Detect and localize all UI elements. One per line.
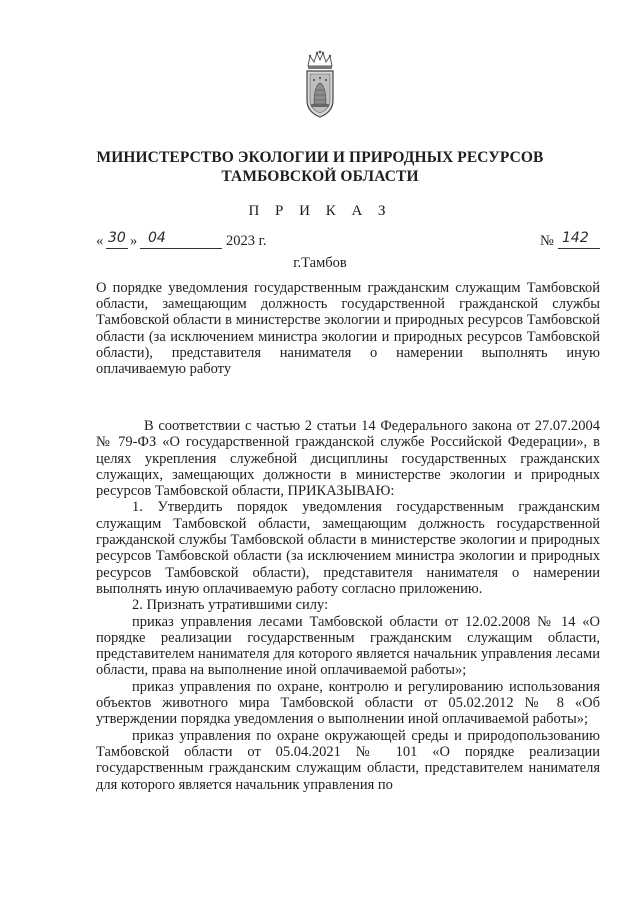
ministry-name-line1: МИНИСТЕРСТВО ЭКОЛОГИИ И ПРИРОДНЫХ РЕСУРСОВ: [96, 149, 544, 166]
order-subject: О порядке уведомления государственным гражданским служащим Тамбовской области, замещающим должность государственной гражданской службы Тамбовской области в министерстве экологии и природных ресурсов Тамбовской области (за исключением министра экологии и природных ресурсов Тамбовской области), представителя нанимателя о намерении выполнять иную оплачиваемую работу: [96, 280, 600, 378]
order-number: 142: [562, 230, 589, 246]
date-day-underline: [106, 248, 128, 249]
item-2-paragraph: 2. Признать утратившими силу:: [132, 597, 329, 614]
date-open-quote: «: [96, 233, 104, 249]
repealed-order-3: приказ управления по охране окружающей среды и природопользованию Тамбовской области от 05.04.2021 № 101 «О порядке реализации государственным гражданским служащим области, представителем нанимателя для которого является начальник управления по: [96, 727, 600, 793]
ministry-name-line2: ТАМБОВСКОЙ ОБЛАСТИ: [221, 168, 419, 185]
city: г.Тамбов: [293, 255, 347, 271]
tambov-coat-of-arms-icon: [300, 50, 340, 120]
preamble-paragraph: В соответствии с частью 2 статьи 14 Федерального закона от 27.07.2004 № 79-ФЗ «О государственной гражданской службе Российской Федерации», в целях укрепления служебной дисциплины государственных гражданских служащих, замещающих должности в министерстве экологии и природных ресурсов Тамбовской области, ПРИКАЗЫВАЮ:: [96, 418, 600, 500]
repealed-order-1: приказ управления лесами Тамбовской области от 12.02.2008 № 14 «О порядке реализации государственным гражданским служащим области, представителем нанимателя для которого является начальник управления лесами области, права на выполнение иной оплачиваемой работы»;: [96, 613, 600, 679]
date-close-quote: »: [130, 233, 138, 249]
repealed-order-2: приказ управления по охране, контролю и регулированию использования объектов животного мира Тамбовской области от 05.02.2012 № 8 «Об утверждении порядка уведомления о выполнении иной оплачиваемой работы»;: [96, 678, 600, 728]
document-type-title: П Р И К А З: [248, 203, 392, 219]
order-body: [96, 418, 600, 793]
date-year: 2023 г.: [226, 233, 267, 249]
order-number-label: №: [540, 233, 554, 249]
order-number-underline: [558, 248, 600, 249]
date-month: 04: [148, 230, 166, 246]
date-month-underline: [140, 248, 222, 249]
item-1-paragraph: 1. Утвердить порядок уведомления государственным гражданским служащим Тамбовской области, замещающим должность государственной гражданской службы Тамбовской области в министерстве экологии и природных ресурсов Тамбовской области (за исключением министра экологии и природных ресурсов Тамбовской области), представителя нанимателя о намерении выполнять иную оплачиваемую работу согласно приложению.: [96, 499, 600, 597]
date-day: 30: [108, 230, 126, 246]
